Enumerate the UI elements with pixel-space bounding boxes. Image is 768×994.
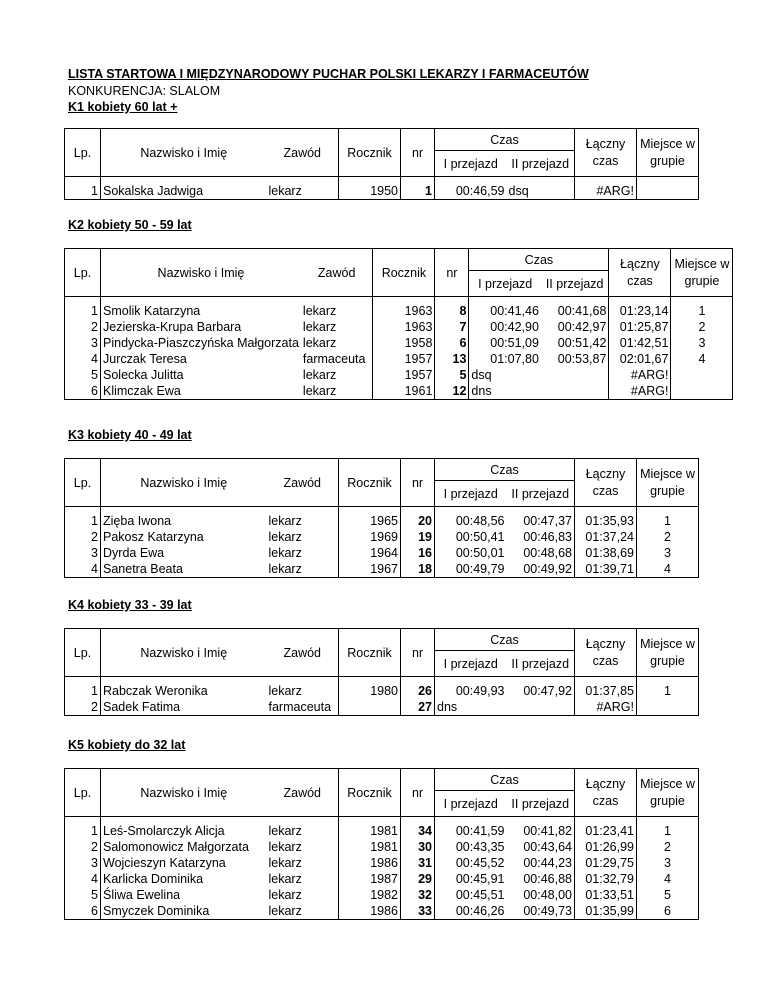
result-row <box>65 699 699 716</box>
header-year: Rocznik <box>339 459 401 507</box>
cell-year <box>339 699 401 716</box>
header-run1: I przejazd <box>435 651 507 677</box>
header-time: Czas <box>435 629 575 651</box>
cell-total: 01:37,24 <box>575 529 637 545</box>
cell-nr: 26 <box>401 683 435 699</box>
cell-lp: 2 <box>65 529 101 545</box>
header-total: Łączny czas <box>575 769 637 817</box>
cell-profession: lekarz <box>301 303 373 319</box>
cell-name: Pakosz Katarzyna <box>103 530 204 544</box>
cell-run2: 00:43,64 <box>507 839 575 855</box>
cell-year: 1981 <box>339 823 401 839</box>
cell-place: 3 <box>637 545 699 561</box>
result-row <box>65 529 699 545</box>
header-run1: I przejazd <box>435 481 507 507</box>
result-row <box>65 303 733 319</box>
cell-profession: farmaceuta <box>301 351 373 367</box>
cell-nr: 27 <box>401 699 435 716</box>
cell-name: Pindycka-Piaszczyńska Małgorzata <box>103 336 299 350</box>
cell-name: Solecka Julitta <box>103 368 184 382</box>
cell-name: Zięba Iwona <box>103 514 172 528</box>
cell-year: 1963 <box>373 303 435 319</box>
cell-profession: lekarz <box>267 887 339 903</box>
header-profession: Zawód <box>301 249 373 297</box>
cell-total: 01:29,75 <box>575 855 637 871</box>
cell-run2: 00:47,37 <box>507 513 575 529</box>
cell-run2: 00:49,73 <box>507 903 575 920</box>
cell-profession: lekarz <box>301 319 373 335</box>
cell-place: 4 <box>637 871 699 887</box>
cell-run1: 00:50,01 <box>455 546 505 560</box>
cell-name: Rabczak Weronika <box>103 684 208 698</box>
cell-total: #ARG! <box>575 183 637 200</box>
cell-nr: 34 <box>401 823 435 839</box>
cell-nr: 16 <box>401 545 435 561</box>
cell-lp: 1 <box>65 683 101 699</box>
header-total: Łączny czas <box>575 459 637 507</box>
cell-run1: 00:49,93 <box>455 684 505 698</box>
header-lp: Lp. <box>65 129 101 177</box>
header-place: Miejsce w grupie <box>671 249 733 297</box>
header-lp: Lp. <box>65 459 101 507</box>
cell-name: Jezierska-Krupa Barbara <box>103 320 242 334</box>
header-name: Nazwisko i Imię <box>101 459 267 507</box>
group-title: K2 kobiety 50 - 59 lat <box>68 218 192 232</box>
cell-name: Jurczak Teresa <box>103 352 187 366</box>
cell-profession: lekarz <box>301 383 373 400</box>
results-table <box>64 768 699 920</box>
cell-place: 6 <box>637 903 699 920</box>
cell-place: 2 <box>637 529 699 545</box>
cell-lp: 1 <box>65 513 101 529</box>
result-row <box>65 561 699 578</box>
cell-year: 1961 <box>373 383 435 400</box>
cell-total: 01:35,93 <box>575 513 637 529</box>
cell-run2: 00:41,82 <box>507 823 575 839</box>
header-lp: Lp. <box>65 769 101 817</box>
cell-total: 01:35,99 <box>575 903 637 920</box>
cell-total: 01:42,51 <box>609 335 671 351</box>
result-row <box>65 683 699 699</box>
header-run2: II przejazd <box>507 151 575 177</box>
cell-total: 02:01,67 <box>609 351 671 367</box>
cell-lp: 2 <box>65 319 101 335</box>
cell-lp: 1 <box>65 183 101 200</box>
cell-lp: 5 <box>65 367 101 383</box>
cell-profession: lekarz <box>301 335 373 351</box>
header-place: Miejsce w grupie <box>637 629 699 677</box>
cell-profession: lekarz <box>267 871 339 887</box>
cell-run2: dsq <box>507 183 575 200</box>
cell-year: 1980 <box>339 683 401 699</box>
cell-run1: 00:45,52 <box>455 856 505 870</box>
cell-place: 1 <box>637 823 699 839</box>
cell-place: 1 <box>637 513 699 529</box>
cell-run1: 00:48,56 <box>455 514 505 528</box>
cell-run1: 00:51,09 <box>490 336 539 350</box>
result-row <box>65 351 733 367</box>
cell-name: Sadek Fatima <box>101 699 267 716</box>
cell-name: Leś-Smolarczyk Alicja <box>103 824 225 838</box>
result-row <box>65 887 699 903</box>
cell-name: Sokalska Jadwiga <box>101 183 267 200</box>
cell-run2: 00:41,68 <box>541 303 609 319</box>
group-title: K4 kobiety 33 - 39 lat <box>68 598 192 612</box>
result-row <box>65 903 699 920</box>
cell-name: Sanetra Beata <box>101 561 267 578</box>
cell-total: #ARG! <box>575 699 637 716</box>
cell-lp: 4 <box>65 561 101 578</box>
header-year: Rocznik <box>339 129 401 177</box>
cell-year: 1986 <box>339 903 401 920</box>
cell-run2: 00:46,83 <box>507 529 575 545</box>
cell-nr: 20 <box>401 513 435 529</box>
cell-run1: dsq <box>471 368 492 382</box>
cell-place: 3 <box>637 855 699 871</box>
cell-run2: 00:51,42 <box>541 335 609 351</box>
result-row <box>65 871 699 887</box>
results-table <box>64 628 699 716</box>
result-row <box>65 335 733 351</box>
header-time: Czas <box>435 459 575 481</box>
document-header <box>68 66 589 100</box>
cell-nr: 8 <box>435 303 469 319</box>
cell-year: 1950 <box>339 183 401 200</box>
cell-nr: 33 <box>401 903 435 920</box>
cell-nr: 32 <box>401 887 435 903</box>
cell-profession: lekarz <box>267 903 339 920</box>
header-time: Czas <box>435 129 575 151</box>
cell-run2: 00:46,88 <box>507 871 575 887</box>
cell-lp: 6 <box>65 383 101 400</box>
header-name: Nazwisko i Imię <box>101 769 267 817</box>
header-time: Czas <box>435 769 575 791</box>
cell-nr: 29 <box>401 871 435 887</box>
cell-run2 <box>541 383 609 400</box>
cell-year: 1969 <box>339 529 401 545</box>
header-run2: II przejazd <box>507 791 575 817</box>
header-lp: Lp. <box>65 249 101 297</box>
cell-year: 1982 <box>339 887 401 903</box>
cell-run1: 00:41,59 <box>455 824 505 838</box>
cell-run1: dns <box>435 699 507 716</box>
cell-year: 1957 <box>373 351 435 367</box>
header-name: Nazwisko i Imię <box>101 249 301 297</box>
cell-nr: 18 <box>401 561 435 578</box>
header-nr: nr <box>401 459 435 507</box>
header-time: Czas <box>469 249 609 271</box>
cell-total: 01:23,14 <box>609 303 671 319</box>
cell-run2: 00:44,23 <box>507 855 575 871</box>
header-lp: Lp. <box>65 629 101 677</box>
header-nr: nr <box>435 249 469 297</box>
cell-name: Wojcieszyn Katarzyna <box>103 856 226 870</box>
header-place: Miejsce w grupie <box>637 459 699 507</box>
cell-run2 <box>541 367 609 383</box>
cell-year: 1964 <box>339 545 401 561</box>
cell-nr: 13 <box>435 351 469 367</box>
cell-place <box>671 383 733 400</box>
cell-place: 4 <box>671 351 733 367</box>
cell-year: 1967 <box>339 561 401 578</box>
result-row <box>65 383 733 400</box>
header-total: Łączny czas <box>609 249 671 297</box>
cell-lp: 2 <box>65 839 101 855</box>
result-row <box>65 839 699 855</box>
cell-nr: 12 <box>435 383 469 400</box>
cell-year: 1957 <box>373 367 435 383</box>
cell-year: 1987 <box>339 871 401 887</box>
results-table <box>64 128 699 200</box>
document-title: LISTA STARTOWA I MIĘDZYNARODOWY PUCHAR POLSKI LEKARZY I FARMACEUTÓW <box>68 67 589 81</box>
cell-place: 3 <box>671 335 733 351</box>
cell-profession: lekarz <box>267 513 339 529</box>
cell-lp: 5 <box>65 887 101 903</box>
cell-profession: lekarz <box>267 683 339 699</box>
cell-run1: 00:41,46 <box>490 304 539 318</box>
cell-profession: lekarz <box>267 839 339 855</box>
cell-nr: 7 <box>435 319 469 335</box>
header-profession: Zawód <box>267 769 339 817</box>
header-run1: I przejazd <box>435 791 507 817</box>
cell-run1: 00:43,35 <box>455 840 505 854</box>
cell-profession: lekarz <box>267 545 339 561</box>
result-row <box>65 545 699 561</box>
cell-run2: 00:47,92 <box>507 683 575 699</box>
cell-place <box>671 367 733 383</box>
cell-name: Karlicka Dominika <box>103 872 204 886</box>
cell-profession: lekarz <box>267 529 339 545</box>
header-run2: II przejazd <box>507 651 575 677</box>
cell-place: 2 <box>671 319 733 335</box>
header-name: Nazwisko i Imię <box>101 129 267 177</box>
cell-nr: 1 <box>401 183 435 200</box>
result-row <box>65 823 699 839</box>
group-title: K5 kobiety do 32 lat <box>68 738 186 752</box>
cell-name: Klimczak Ewa <box>101 383 301 400</box>
cell-nr: 31 <box>401 855 435 871</box>
cell-nr: 30 <box>401 839 435 855</box>
header-run2: II przejazd <box>541 271 609 297</box>
cell-total: 01:23,41 <box>575 823 637 839</box>
header-year: Rocznik <box>339 629 401 677</box>
cell-year: 1986 <box>339 855 401 871</box>
cell-lp: 4 <box>65 871 101 887</box>
header-year: Rocznik <box>339 769 401 817</box>
cell-profession: lekarz <box>267 183 339 200</box>
header-nr: nr <box>401 769 435 817</box>
cell-run1: 00:50,41 <box>455 530 505 544</box>
header-total: Łączny czas <box>575 629 637 677</box>
cell-total: #ARG! <box>609 383 671 400</box>
cell-year: 1981 <box>339 839 401 855</box>
cell-run2: 00:49,92 <box>507 561 575 578</box>
cell-name: Smyczek Dominika <box>101 903 267 920</box>
cell-run1: 00:45,91 <box>455 872 505 886</box>
result-row <box>65 319 733 335</box>
cell-total: 01:25,87 <box>609 319 671 335</box>
cell-name: Dyrda Ewa <box>103 546 165 560</box>
cell-nr: 6 <box>435 335 469 351</box>
cell-place <box>637 183 699 200</box>
header-place: Miejsce w grupie <box>637 769 699 817</box>
cell-total: 01:26,99 <box>575 839 637 855</box>
result-row <box>65 183 699 200</box>
cell-lp: 3 <box>65 545 101 561</box>
cell-run1: 00:45,51 <box>455 888 505 902</box>
cell-nr: 19 <box>401 529 435 545</box>
group-title: K1 kobiety 60 lat + <box>68 100 178 114</box>
cell-run1: dns <box>469 383 541 400</box>
cell-profession: lekarz <box>267 823 339 839</box>
cell-year: 1963 <box>373 319 435 335</box>
cell-lp: 3 <box>65 335 101 351</box>
header-year: Rocznik <box>373 249 435 297</box>
group-title: K3 kobiety 40 - 49 lat <box>68 428 192 442</box>
header-nr: nr <box>401 129 435 177</box>
header-profession: Zawód <box>267 459 339 507</box>
cell-place: 1 <box>637 683 699 699</box>
cell-lp: 2 <box>65 699 101 716</box>
cell-run2: 00:48,68 <box>507 545 575 561</box>
cell-run2 <box>507 699 575 716</box>
header-run1: I przejazd <box>469 271 541 297</box>
cell-total: #ARG! <box>609 367 671 383</box>
cell-total: 01:37,85 <box>575 683 637 699</box>
cell-place: 4 <box>637 561 699 578</box>
cell-year: 1965 <box>339 513 401 529</box>
cell-total: 01:32,79 <box>575 871 637 887</box>
cell-run1: 01:07,80 <box>490 352 539 366</box>
result-row <box>65 367 733 383</box>
cell-run1: 00:46,26 <box>435 903 507 920</box>
header-run1: I przejazd <box>435 151 507 177</box>
cell-name: Smolik Katarzyna <box>103 304 201 318</box>
cell-lp: 1 <box>65 303 101 319</box>
cell-lp: 1 <box>65 823 101 839</box>
cell-profession: lekarz <box>267 855 339 871</box>
header-nr: nr <box>401 629 435 677</box>
cell-run1: 00:49,79 <box>435 561 507 578</box>
cell-lp: 4 <box>65 351 101 367</box>
cell-place: 5 <box>637 887 699 903</box>
cell-profession: lekarz <box>267 561 339 578</box>
header-profession: Zawód <box>267 629 339 677</box>
cell-nr: 5 <box>435 367 469 383</box>
cell-place: 2 <box>637 839 699 855</box>
competition-label: KONKURENCJA: SLALOM <box>68 84 221 98</box>
header-total: Łączny czas <box>575 129 637 177</box>
cell-lp: 3 <box>65 855 101 871</box>
cell-profession: lekarz <box>301 367 373 383</box>
header-name: Nazwisko i Imię <box>101 629 267 677</box>
cell-profession: farmaceuta <box>267 699 339 716</box>
result-row <box>65 855 699 871</box>
cell-total: 01:38,69 <box>575 545 637 561</box>
result-row <box>65 513 699 529</box>
cell-place: 1 <box>671 303 733 319</box>
results-table <box>64 458 699 578</box>
cell-lp: 6 <box>65 903 101 920</box>
cell-run1: 00:46,59 <box>435 183 507 200</box>
cell-name: Salomonowicz Małgorzata <box>103 840 249 854</box>
cell-run2: 00:53,87 <box>541 351 609 367</box>
header-profession: Zawód <box>267 129 339 177</box>
cell-total: 01:33,51 <box>575 887 637 903</box>
cell-total: 01:39,71 <box>575 561 637 578</box>
results-table <box>64 248 733 400</box>
header-place: Miejsce w grupie <box>637 129 699 177</box>
cell-year: 1958 <box>373 335 435 351</box>
cell-run2: 00:42,97 <box>541 319 609 335</box>
cell-place <box>637 699 699 716</box>
cell-name: Śliwa Ewelina <box>103 888 181 902</box>
cell-run1: 00:42,90 <box>490 320 539 334</box>
header-run2: II przejazd <box>507 481 575 507</box>
cell-run2: 00:48,00 <box>507 887 575 903</box>
